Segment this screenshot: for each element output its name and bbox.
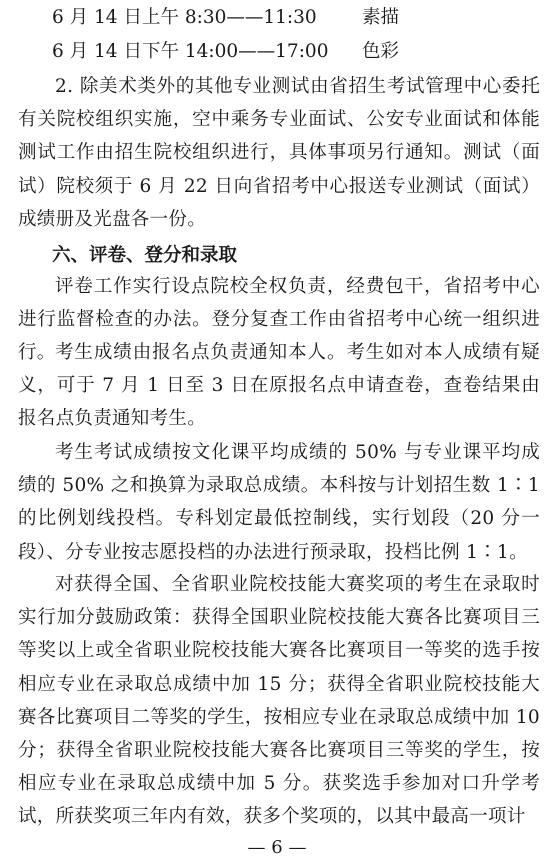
schedule-row-sketch	[52, 6, 399, 30]
schedule-time: 6 月 14 日上午 8:30——11:30	[52, 7, 317, 28]
paragraph-score-notice: 考生成绩由报名点负责通知本人。考生如对本人成绩有疑义，可于 7 月 1 日至 3 日在原报名点申请查卷，查卷结果由报名点负责通知考生。	[18, 342, 540, 430]
paragraph-item-2: 2. 除美术类外的其他专业测试由省招生考试管理中心委托有关院校组织实施，空中乘务专业面试、公安专业面试和体能测试工作由招生院校组织进行，具体事项另行通知。测试（面试）院校须于 6 月 22 日向省招考中心报送专业测试（面试）成绩册及光盘各一份。	[18, 76, 540, 230]
paragraph-score-calculation: 考生考试成绩按文化课平均成绩的 50% 与专业课平均成绩的 50% 之和换算为录取总成绩。本科按与计划招生数 1∶1 的比例划线投档。专科划定最低控制线，实行划段（20 分一段）、分专业按志愿投档的办法进行预录取，投档比例 1∶1。	[18, 442, 540, 563]
schedule-subject: 素描	[362, 7, 400, 28]
schedule-row-color	[52, 40, 399, 64]
schedule-subject: 色彩	[362, 41, 400, 62]
schedule-time: 6 月 14 日下午 14:00——17:00	[52, 41, 329, 62]
paragraph-grading: 评卷工作实行设点院校全权负责，经费包干，省招考中心进行监督检查的办法。登分复查工作由省招考中心统一组织进行。	[18, 276, 540, 364]
page-number: — 6 —	[247, 837, 307, 858]
section-heading: 六、评卷、登分和录取	[52, 245, 238, 266]
paragraph-bonus-policy: 对获得全国、全省职业院校技能大赛奖项的考生在录取时实行加分鼓励政策：获得全国职业院校技能大赛各比赛项目三等奖以上或全省职业院校技能大赛各比赛项目一等奖的选手按相应专业在录取总成绩中加 15 分；获得全省职业院校技能大赛各比赛项目二等奖的学生，按相应专业在录取总成绩中加 10 分；获得全省职业院校技能大赛各比赛项目三等奖的学生，按相应专业在录取总成绩中加 5 分。获奖选手参加对口升学考试，所获奖项三年内有效，获多个奖项的，以其中最高一项计	[18, 574, 540, 828]
